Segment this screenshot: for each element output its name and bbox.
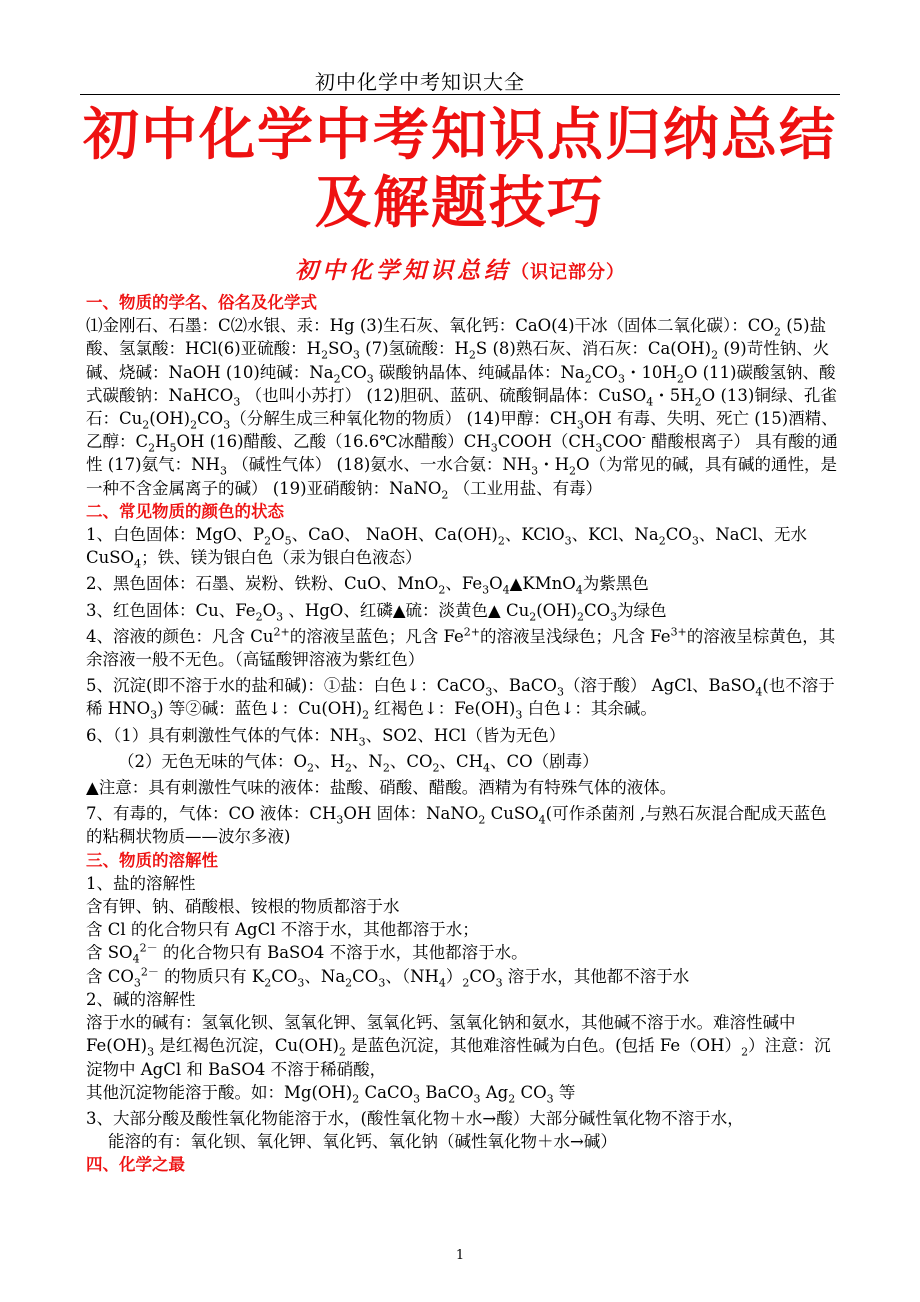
paragraph-white-solids: 1、白色固体：MgO、$P_2O_5$、CaO、 NaOH、$Ca(OH)_2$、KClO$_3$、KCl、$Na_2CO_3$、NaCl、无水CuSO$_4$；铁、镁为银白色（汞为银白色液态）	[86, 525, 808, 571]
paragraph-red-solids: 3、红色固体：Cu、$Fe_2O_3$ 、HgO、红磷▲硫：淡黄色▲ $Cu_2(OH)_2CO_3$为绿色	[86, 600, 667, 623]
section-heading-2: 二、常见物质的颜色的状态	[86, 501, 284, 521]
main-title-line-1: 初中化学中考知识点归纳总结	[83, 103, 837, 168]
paragraph-precipitates: 5、沉淀(即不溶于水的盐和碱)：①盐：白色↓：CaCO$_3$、BaCO$_3$（溶于酸） AgCl、BaSO$_4$(也不溶于稀 $HNO_3$) 等②碱：蓝色↓：$Cu(OH)_2$ 红褐色↓：$Fe(OH)_3$ 白色↓：其余碱。	[86, 676, 835, 722]
paragraph-names: ⑴金刚石、石墨：C⑵水银、汞：Hg (3)生石灰、氧化钙：CaO(4)干冰（固体二氧化碳）：$CO_2$ (5)盐酸、氢氯酸：HCl(6)亚硫酸：$H_2SO_3$ (7)氢硫酸：$H_2S$ (8)熟石灰、消石灰：$Ca(OH)_2$ (9)苛性钠、火碱、烧碱：NaOH (10)纯碱：$Na_2CO_3$ 碳酸钠晶体、纯碱晶体：$Na_2CO_3$・$10H_2O$ (11)碳酸氢钠、酸式碳酸钠：NaHCO$_3$ （也叫小苏打） (12)胆矾、蓝矾、硫酸铜晶体：CuSO$_4$・$5H_2O$ (13)铜绿、孔雀石：$Cu_2(OH)_2CO_3$（分解生成三种氧化物的物质） (14)甲醇：$CH_3OH$ 有毒、失明、死亡 (15)酒精、乙醇：$C_2H_5OH$ (16)醋酸、乙酸（16.6℃冰醋酸）$CH_3COOH(CH_3COO^-$ 醋酸根离子） 具有酸的通性 (17)氨气：$NH_3$ （碱性气体） (18)氨水、一水合氨：$NH_3$・$H_2O$（为常见的碱，具有碱的通性，是一种不含金属离子的碱） (19)亚硝酸钠：NaNO$_2$ （工业用盐、有毒）	[86, 316, 838, 501]
section-heading-1: 一、物质的学名、俗名及化学式	[86, 293, 317, 312]
main-title-line-2: 及解题技巧	[315, 171, 605, 236]
paragraph-salt-rule-2: 含 Cl 的化合物只有 AgCl 不溶于水，其他都溶于水；	[86, 920, 479, 940]
paragraph-salt-solubility: 1、盐的溶解性	[86, 873, 196, 893]
paragraph-gases-pungent: 6、（1）具有刺激性气体的气体：$NH_3$、SO2、HCl（皆为无色）	[86, 725, 566, 748]
subtitle-main: 初中化学知识总结	[295, 257, 511, 284]
paragraph-oxide-soluble-list: 能溶的有：氧化钡、氧化钾、氧化钙、氧化钠（碱性氧化物＋水→碱）	[108, 1132, 617, 1152]
paragraph-salt-rule-1: 含有钾、钠、硝酸根、铵根的物质都溶于水	[86, 897, 400, 917]
subtitle-note: （识记部分）	[511, 262, 625, 283]
paragraph-solution-colors: 4、溶液的颜色：凡含 $Cu^{2+}$的溶液呈蓝色；凡含 $Fe^{2+}$的溶液呈浅绿色；凡含 $Fe^{3+}$的溶液呈棕黄色，其余溶液一般不无色。（高锰酸钾溶液为紫红色）	[86, 625, 836, 670]
paragraph-toxic: 7、有毒的，气体：CO 液体：$CH_3OH$ 固体：NaNO$_2$ CuSO$_4$(可作杀菌剂 ,与熟石灰混合配成天蓝色的粘稠状物质——波尔多液)	[86, 804, 827, 847]
paragraph-salt-rule-4: 含 $CO_3^{2-}$ 的物质只有 $K_2CO_3$、$Na_2CO_3$、$(NH_4)_2CO_3$ 溶于水，其他都不溶于水	[86, 965, 690, 989]
paragraph-base-solubility: 2、碱的溶解性	[86, 989, 196, 1009]
section-heading-3: 三、物质的溶解性	[86, 850, 218, 870]
paragraph-gases-odorless: （2）无色无味的气体：$O_2$、$H_2$、$N_2$、$CO_2$、$CH_4$、CO（剧毒）	[118, 751, 599, 775]
paragraph-note-liquids: ▲注意：具有刺激性气味的液体：盐酸、硝酸、醋酸。酒精为有特殊气体的液体。	[86, 778, 677, 798]
document-body	[86, 291, 838, 1177]
section-heading-4: 四、化学之最	[86, 1155, 185, 1175]
paragraph-salt-rule-3: 含 $SO_4^{2-}$ 的化合物只有 BaSO4 不溶于水，其他都溶于水。	[86, 941, 528, 966]
paragraph-base-rule-2: 其他沉淀物能溶于酸。如：$Mg(OH)_2$ CaCO$_3$ BaCO$_3$ $Ag_2$ $CO_3$ 等	[86, 1082, 576, 1105]
paragraph-base-rule: 溶于水的碱有：氢氧化钡、氢氧化钾、氢氧化钙、氢氧化钠和氨水，其他碱不溶于水。难溶性碱中 $Fe(OH)_3$ 是红褐色沉淀，$Cu(OH)_2$ 是蓝色沉淀，其他难溶性碱为白色。(包括 $Fe(OH)_2$）注意：沉淀物中 AgCl 和 BaSO4 不溶于稀硝酸，	[86, 1013, 831, 1079]
subtitle	[0, 252, 920, 285]
paragraph-black-solids: 2、黑色固体：石墨、炭粉、铁粉、CuO、MnO$_2$、$Fe_3O_4▲KMnO_4$为紫黑色	[86, 574, 649, 597]
header-rule	[80, 94, 840, 95]
page-number: 1	[455, 1248, 465, 1263]
running-header: 初中化学中考知识大全	[315, 70, 525, 94]
paragraph-oxide-solubility: 3、大部分酸及酸性氧化物能溶于水，(酸性氧化物＋水→酸）大部分碱性氧化物不溶于水，	[86, 1108, 744, 1128]
